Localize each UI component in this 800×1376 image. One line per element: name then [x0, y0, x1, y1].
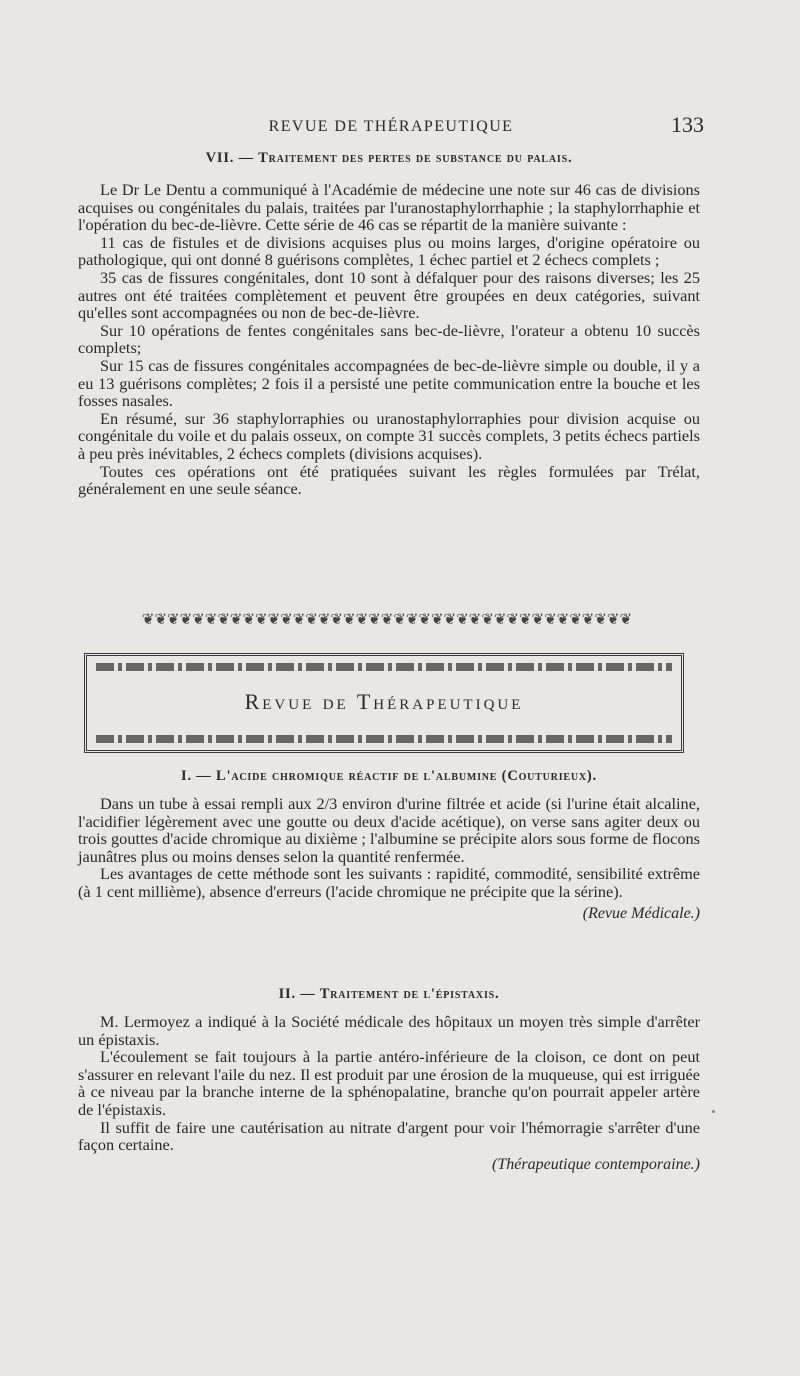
paragraph: 11 cas de fistules et de divisions acquises plus ou moins larges, d'origine opératoire ou pathologique, qui ont donné 8 guérisons complètes, 1 échec partiel et 2 échecs complets ; [78, 232, 700, 270]
paragraph: Les avantages de cette méthode sont les suivants : rapidité, commodité, sensibilité extrême (à 1 cent millième), absence d'erreurs (l'acide chromique ne précipite que la sérine). [78, 864, 700, 901]
paragraph: Sur 10 opérations de fentes congénitales sans bec-de-lièvre, l'orateur a obtenu 10 succès complets; [78, 320, 700, 358]
section-i-title: I. — L'acide chromique réactif de l'albumine (Couturieux). [181, 768, 597, 784]
running-head: REVUE DE THÉRAPEUTIQUE [268, 118, 514, 135]
section-ii [78, 986, 700, 1174]
page-header [78, 112, 704, 142]
paragraph: L'écoulement se fait toujours à la partie antéro-inférieure de la cloison, ce dont on peut s'assurer en relevant l'aile du nez. Il est produit par une érosion de la muqueuse, qui est irriguée à ce niveau par la branche interne de la sphénopalatine, branche qu'on pourrait appeler artère de l'épistaxis. [78, 1047, 700, 1119]
paragraph: Il suffit de faire une cautérisation au nitrate d'argent pour voir l'hémorragie s'arrêter d'une façon certaine. [78, 1117, 700, 1155]
paragraph: 35 cas de fissures congénitales, dont 10 sont à défalquer pour des raisons diverses; les 25 autres ont été traitées complètement et peuvent être groupées en deux catégories, suivant qu'elles sont accompagnées ou non de bec-de-lièvre. [78, 267, 700, 323]
page-number: 133 [671, 112, 704, 137]
section-banner [84, 653, 684, 753]
section-vii [78, 150, 700, 498]
banner-title: Revue de Thérapeutique [244, 689, 524, 714]
banner-top-rule [96, 663, 672, 671]
paragraph: En résumé, sur 36 staphylorraphies ou uranostaphylorraphies pour division acquise ou congénitale du voile et du palais osseux, on compte 31 succès complets, 3 petits échecs partiels à peu près inévitables, 2 échecs complets (divisions acquises). [78, 408, 700, 463]
banner-bottom-rule [96, 735, 672, 743]
speck [712, 1110, 715, 1113]
section-ii-title: II. — Traitement de l'épistaxis. [278, 986, 500, 1002]
paragraph: Dans un tube à essai rempli aux 2/3 environ d'urine filtrée et acide (si l'urine était alcaline, l'acidifier légèrement avec une goutte ou deux d'acide acétique), on verse sans agiter deux ou trois gouttes d'acide chromique au dixième ; l'albumine se précipite alors sous forme de flocons jaunâtres plus ou moins denses selon la quantité renfermée. [78, 794, 700, 866]
ornament-divider: ❦❦❦❦❦❦❦❦❦❦❦❦❦❦❦❦❦❦❦❦❦❦❦❦❦❦❦❦❦❦❦❦❦❦❦❦❦❦❦ [141, 612, 633, 628]
section-i [78, 768, 700, 923]
section-vii-title: VII. — Traitement des pertes de substance du palais. [205, 150, 573, 166]
paragraph: Toutes ces opérations ont été pratiquées suivant les règles formulées par Trélat, généralement en une seule séance. [78, 461, 700, 499]
source-citation: (Thérapeutique contemporaine.) [492, 1155, 700, 1173]
paragraph: Sur 15 cas de fissures congénitales accompagnées de bec-de-lièvre simple ou double, il y a eu 13 guérisons complètes; 2 fois il a persisté une petite communication entre la bouche et les fosses nasales. [78, 355, 700, 411]
paragraph: M. Lermoyez a indiqué à la Société médicale des hôpitaux un moyen très simple d'arrêter un épistaxis. [78, 1012, 700, 1049]
paragraph: Le Dr Le Dentu a communiqué à l'Académie de médecine une note sur 46 cas de divisions acquises ou congénitales du palais, traitées par l'uranostaphylorrhaphie ; la staphylorrhaphie et l'opération du bec-de-lièvre. Cette série de 46 cas se répartit de la manière suivante : [78, 180, 700, 235]
source-citation: (Revue Médicale.) [582, 904, 700, 922]
